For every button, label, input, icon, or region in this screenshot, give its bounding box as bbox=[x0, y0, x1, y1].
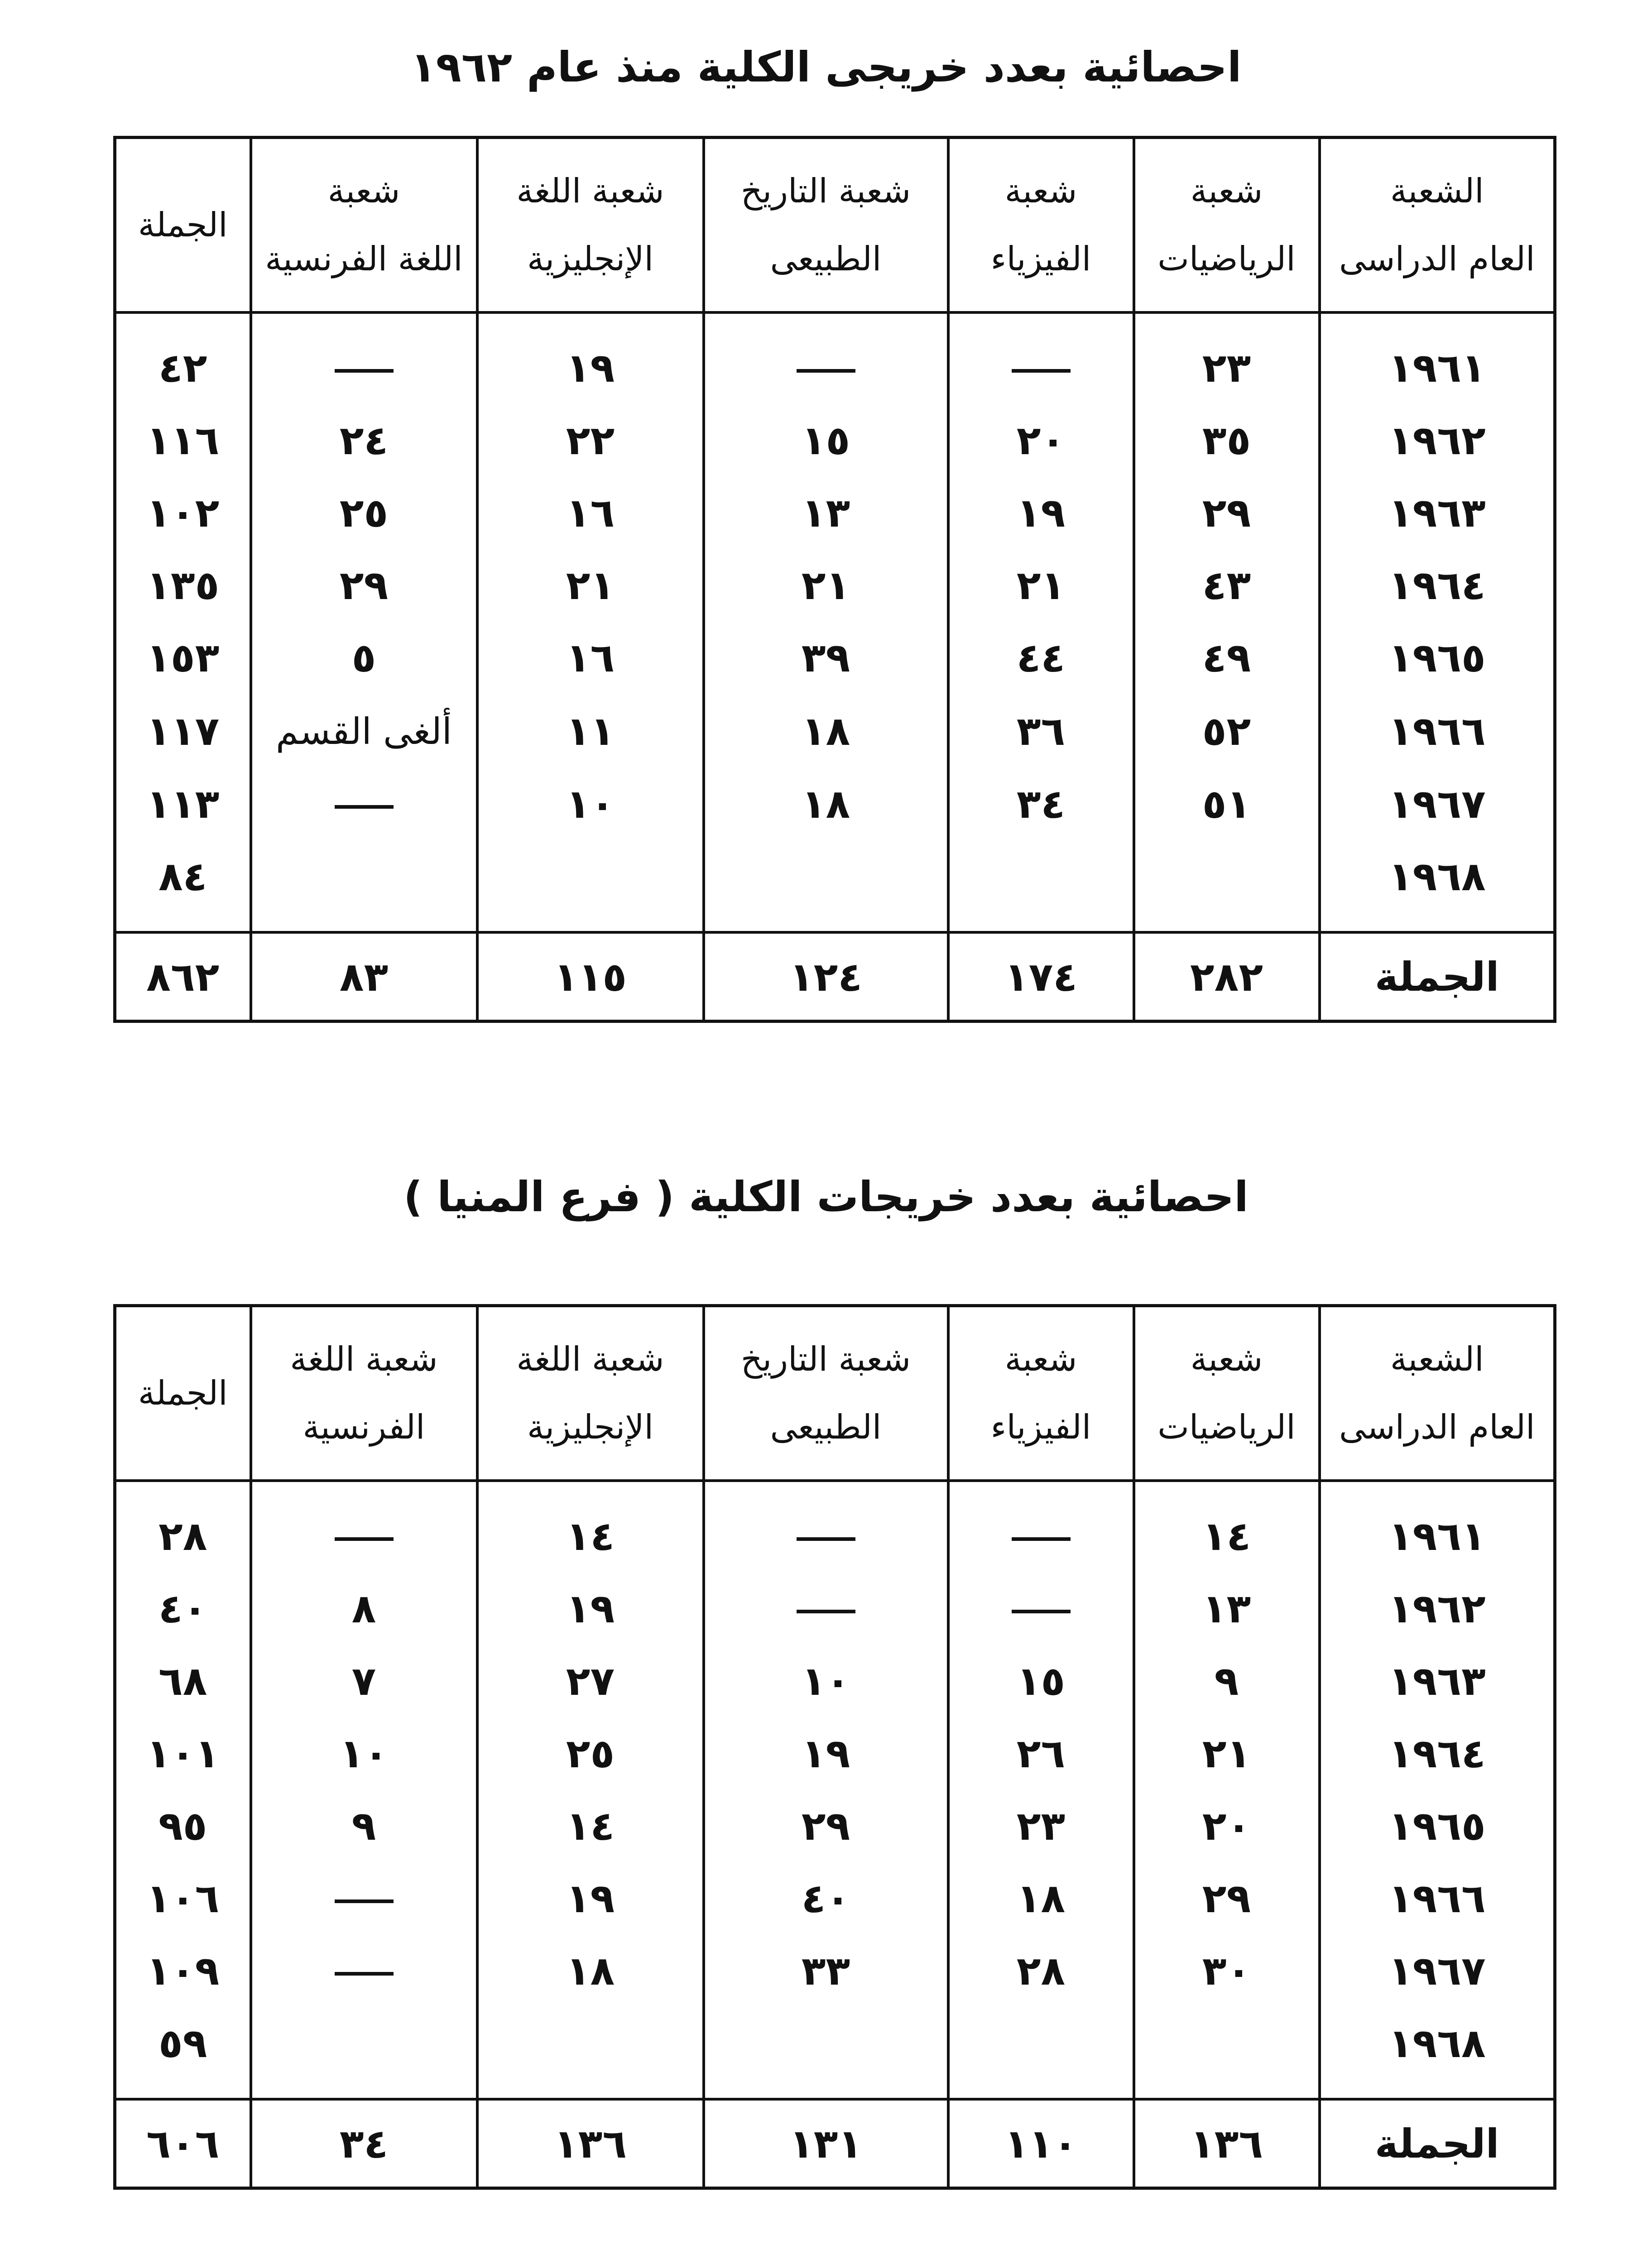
table-row bbox=[115, 1935, 1555, 2007]
table-cell: ٥ bbox=[251, 622, 477, 694]
table-cell: ١٣ bbox=[1134, 1573, 1320, 1645]
column-header bbox=[251, 1306, 477, 1481]
dash-mark bbox=[797, 369, 855, 373]
table-row bbox=[115, 1862, 1555, 1935]
table-cell: ٢٦ bbox=[948, 1717, 1134, 1790]
table-row bbox=[115, 840, 1555, 932]
table-cell bbox=[948, 1481, 1134, 1573]
table-cell: ١٩٦٣ bbox=[1320, 477, 1555, 549]
totals-cell: ٨٣ bbox=[251, 932, 477, 1022]
table-cell bbox=[251, 312, 477, 404]
column-header-line: الجملة bbox=[138, 1374, 228, 1413]
table-row bbox=[115, 1481, 1555, 1573]
table-cell: ٨٤ bbox=[115, 840, 251, 932]
table-cell: ٥١ bbox=[1134, 768, 1320, 840]
table-cell: ١٨ bbox=[948, 1862, 1134, 1935]
column-header-line: اللغة الفرنسية bbox=[265, 240, 463, 278]
column-header-line: الإنجليزية bbox=[527, 240, 654, 278]
table-row bbox=[115, 768, 1555, 840]
table-cell bbox=[948, 840, 1134, 932]
table-cell: ٤٤ bbox=[948, 622, 1134, 694]
column-header bbox=[115, 1306, 251, 1481]
table-cell: ١١٧ bbox=[115, 694, 251, 768]
table-cell: ١٥ bbox=[948, 1645, 1134, 1717]
table-cell: ١٠٦ bbox=[115, 1862, 251, 1935]
table-cell bbox=[477, 840, 704, 932]
table-cell: ١٤ bbox=[1134, 1481, 1320, 1573]
table-cell: ٢١ bbox=[948, 549, 1134, 622]
table-cell: ٢١ bbox=[704, 549, 948, 622]
column-header-line: الرياضيات bbox=[1157, 1408, 1296, 1447]
column-header-line: العام الدراسى bbox=[1339, 1408, 1535, 1447]
dash-mark bbox=[335, 805, 394, 809]
table-cell bbox=[704, 1573, 948, 1645]
table-cell: ١٩ bbox=[704, 1717, 948, 1790]
table-cell: ٢٥ bbox=[477, 1717, 704, 1790]
table-row bbox=[115, 1573, 1555, 1645]
column-header-line: شعبة التاريخ bbox=[740, 172, 911, 211]
table-cell: ٤٠ bbox=[704, 1862, 948, 1935]
column-header-line: الشعبة bbox=[1390, 172, 1484, 211]
table-cell: ١٩٦٧ bbox=[1320, 1935, 1555, 2007]
table-row bbox=[115, 549, 1555, 622]
table-cell: ١٩٦٢ bbox=[1320, 1573, 1555, 1645]
table-row bbox=[115, 404, 1555, 477]
totals-cell: ١٣١ bbox=[704, 2099, 948, 2188]
dash-mark bbox=[1012, 1610, 1071, 1613]
table-cell: ١٩٦٤ bbox=[1320, 549, 1555, 622]
column-header-line: الرياضيات bbox=[1157, 240, 1296, 278]
column-header-line: شعبة اللغة bbox=[516, 1340, 664, 1379]
table-cell: ١٩٦١ bbox=[1320, 312, 1555, 404]
graduates-table-2 bbox=[113, 1304, 1556, 2190]
table-cell bbox=[251, 840, 477, 932]
dash-mark bbox=[797, 1537, 855, 1541]
table-cell: ٨ bbox=[251, 1573, 477, 1645]
table-cell: ١٩٦٤ bbox=[1320, 1717, 1555, 1790]
table-cell: ٦٨ bbox=[115, 1645, 251, 1717]
table-cell: ١٦ bbox=[477, 622, 704, 694]
table-cell: ١١ bbox=[477, 694, 704, 768]
table-cell: ٧ bbox=[251, 1645, 477, 1717]
column-header-line: الطبيعى bbox=[770, 240, 882, 278]
column-header bbox=[115, 138, 251, 313]
graduates-table-1 bbox=[113, 136, 1556, 1023]
column-header-line: الإنجليزية bbox=[527, 1408, 654, 1447]
table-cell: ٤٣ bbox=[1134, 549, 1320, 622]
table-cell bbox=[251, 1862, 477, 1935]
table-cell: ١٩٦٢ bbox=[1320, 404, 1555, 477]
table-cell: ١٠٢ bbox=[115, 477, 251, 549]
dash-mark bbox=[335, 1899, 394, 1903]
column-header bbox=[1134, 1306, 1320, 1481]
table2-title: احصائية بعدد خريجات الكلية ( فرع المنيا ) bbox=[403, 1173, 1249, 1221]
column-header bbox=[251, 138, 477, 313]
column-header-line: شعبة اللغة bbox=[516, 172, 664, 211]
table-cell: ١١٣ bbox=[115, 768, 251, 840]
table-cell: ١٩٦٨ bbox=[1320, 840, 1555, 932]
table-row bbox=[115, 477, 1555, 549]
table-cell: ١٠ bbox=[704, 1645, 948, 1717]
table-cell bbox=[1134, 2007, 1320, 2099]
table-cell: ٣٩ bbox=[704, 622, 948, 694]
table-body bbox=[115, 1481, 1555, 2099]
table-row bbox=[115, 312, 1555, 404]
table-cell: ٢٩ bbox=[1134, 1862, 1320, 1935]
table-row bbox=[115, 1790, 1555, 1862]
table-row bbox=[115, 694, 1555, 768]
column-header bbox=[1134, 138, 1320, 313]
table-cell: ٢٠ bbox=[1134, 1790, 1320, 1862]
column-header-line: شعبة bbox=[1190, 1340, 1263, 1379]
table-cell: ١٠١ bbox=[115, 1717, 251, 1790]
table-cell bbox=[704, 840, 948, 932]
table-cell: ٢٩ bbox=[704, 1790, 948, 1862]
table-cell bbox=[704, 312, 948, 404]
table-cell: ٥٩ bbox=[115, 2007, 251, 2099]
table-body bbox=[115, 312, 1555, 932]
column-header bbox=[1320, 1306, 1555, 1481]
table-cell: ١٠ bbox=[251, 1717, 477, 1790]
table-cell bbox=[251, 2007, 477, 2099]
table-cell: ١٩٦٨ bbox=[1320, 2007, 1555, 2099]
column-header-line: شعبة اللغة bbox=[290, 1340, 438, 1379]
column-header bbox=[1320, 138, 1555, 313]
table-cell: ١٩٦٦ bbox=[1320, 1862, 1555, 1935]
table-cell: ٢٩ bbox=[1134, 477, 1320, 549]
table-cell: ٢٢ bbox=[477, 404, 704, 477]
totals-label: الجملة bbox=[1320, 932, 1555, 1022]
totals-cell: ١٧٤ bbox=[948, 932, 1134, 1022]
table-cell: ١٥٣ bbox=[115, 622, 251, 694]
table-cell: ١١٦ bbox=[115, 404, 251, 477]
table-row bbox=[115, 1645, 1555, 1717]
column-header-line: شعبة bbox=[327, 172, 400, 211]
table-cell: ١٠٩ bbox=[115, 1935, 251, 2007]
table-cell: ٢٨ bbox=[115, 1481, 251, 1573]
dash-mark bbox=[335, 369, 394, 373]
table-cell bbox=[704, 2007, 948, 2099]
table-cell: ٤٠ bbox=[115, 1573, 251, 1645]
totals-cell: ١٢٤ bbox=[704, 932, 948, 1022]
table-cell bbox=[704, 1481, 948, 1573]
table-cell bbox=[477, 2007, 704, 2099]
table-cell: ١٩٦٥ bbox=[1320, 622, 1555, 694]
totals-cell: ٨٦٢ bbox=[115, 932, 251, 1022]
table-cell: ١٨ bbox=[477, 1935, 704, 2007]
table-cell: ٢١ bbox=[1134, 1717, 1320, 1790]
column-header bbox=[948, 1306, 1134, 1481]
table-cell: ١٩٦٥ bbox=[1320, 1790, 1555, 1862]
table-cell: ٩٥ bbox=[115, 1790, 251, 1862]
table-cell: ١٠ bbox=[477, 768, 704, 840]
column-header-line: العام الدراسى bbox=[1339, 240, 1535, 278]
table-cell: ٢٩ bbox=[251, 549, 477, 622]
column-header bbox=[704, 138, 948, 313]
cell-note: ألغى القسم bbox=[276, 710, 452, 753]
table-cell bbox=[948, 1573, 1134, 1645]
table-cell: ١٣ bbox=[704, 477, 948, 549]
table-cell: ١٩٦٦ bbox=[1320, 694, 1555, 768]
table-cell: ١٨ bbox=[704, 768, 948, 840]
table-cell: ٥٢ bbox=[1134, 694, 1320, 768]
table-cell: ٣٤ bbox=[948, 768, 1134, 840]
table-cell: ٣٥ bbox=[1134, 404, 1320, 477]
table-cell: ١٩ bbox=[477, 1862, 704, 1935]
table-cell: ٢٠ bbox=[948, 404, 1134, 477]
totals-cell: ١١٠ bbox=[948, 2099, 1134, 2188]
column-header-line: الجملة bbox=[138, 206, 228, 245]
dash-mark bbox=[797, 1610, 855, 1613]
table-header-row bbox=[115, 1306, 1555, 1481]
totals-cell: ٦٠٦ bbox=[115, 2099, 251, 2188]
table-totals-row bbox=[115, 2099, 1555, 2188]
totals-cell: ١٣٦ bbox=[1134, 2099, 1320, 2188]
totals-cell: ١٣٦ bbox=[477, 2099, 704, 2188]
table-cell: ١٩٦١ bbox=[1320, 1481, 1555, 1573]
table-cell: ١٨ bbox=[704, 694, 948, 768]
table-cell: ٣٣ bbox=[704, 1935, 948, 2007]
table-cell: ٤٢ bbox=[115, 312, 251, 404]
totals-cell: ٢٨٢ bbox=[1134, 932, 1320, 1022]
table2-container bbox=[113, 1304, 1553, 2190]
column-header-line: شعبة bbox=[1190, 172, 1263, 211]
table-cell: ٢١ bbox=[477, 549, 704, 622]
column-header bbox=[477, 1306, 704, 1481]
table-row bbox=[115, 622, 1555, 694]
dash-mark bbox=[1012, 1537, 1071, 1541]
column-header bbox=[704, 1306, 948, 1481]
column-header-line: الطبيعى bbox=[770, 1408, 882, 1447]
table-cell bbox=[1134, 840, 1320, 932]
dash-mark bbox=[335, 1537, 394, 1541]
table-cell bbox=[948, 312, 1134, 404]
totals-label: الجملة bbox=[1320, 2099, 1555, 2188]
table-row bbox=[115, 1717, 1555, 1790]
table-cell: ٢٨ bbox=[948, 1935, 1134, 2007]
column-header-line: شعبة bbox=[1004, 172, 1077, 211]
column-header-line: شعبة التاريخ bbox=[740, 1340, 911, 1379]
table-cell: ٩ bbox=[1134, 1645, 1320, 1717]
table-cell: ١٩٦٧ bbox=[1320, 768, 1555, 840]
table-cell bbox=[948, 2007, 1134, 2099]
table-cell bbox=[251, 694, 477, 768]
table-cell: ١٩ bbox=[477, 1573, 704, 1645]
column-header-line: شعبة bbox=[1004, 1340, 1077, 1379]
table-cell bbox=[251, 1481, 477, 1573]
table-cell: ١٣٥ bbox=[115, 549, 251, 622]
table-cell: ١٤ bbox=[477, 1481, 704, 1573]
table-cell: ١٩٦٣ bbox=[1320, 1645, 1555, 1717]
table-cell: ١٩ bbox=[477, 312, 704, 404]
table-cell: ٣٠ bbox=[1134, 1935, 1320, 2007]
column-header-line: الفرنسية bbox=[303, 1408, 425, 1447]
table-cell: ١٦ bbox=[477, 477, 704, 549]
totals-cell: ٣٤ bbox=[251, 2099, 477, 2188]
table-cell: ٢٧ bbox=[477, 1645, 704, 1717]
column-header-line: الفيزياء bbox=[990, 1408, 1091, 1447]
table-totals-row bbox=[115, 932, 1555, 1022]
table-row bbox=[115, 2007, 1555, 2099]
column-header-line: الفيزياء bbox=[990, 240, 1091, 278]
table-cell: ٢٣ bbox=[948, 1790, 1134, 1862]
dash-mark bbox=[1012, 369, 1071, 373]
table1-container bbox=[113, 136, 1553, 1023]
table-cell: ٢٤ bbox=[251, 404, 477, 477]
table-cell bbox=[251, 768, 477, 840]
table-cell: ١٥ bbox=[704, 404, 948, 477]
table1-title: احصائية بعدد خريجى الكلية منذ عام ١٩٦٢ bbox=[410, 43, 1242, 91]
table-cell: ١٤ bbox=[477, 1790, 704, 1862]
column-header-line: الشعبة bbox=[1390, 1340, 1484, 1379]
column-header bbox=[477, 138, 704, 313]
table-header-row bbox=[115, 138, 1555, 313]
dash-mark bbox=[335, 1972, 394, 1976]
table-cell: ٢٥ bbox=[251, 477, 477, 549]
table-cell: ٣٦ bbox=[948, 694, 1134, 768]
totals-cell: ١١٥ bbox=[477, 932, 704, 1022]
table-cell: ٢٣ bbox=[1134, 312, 1320, 404]
table-cell: ٩ bbox=[251, 1790, 477, 1862]
table-cell bbox=[251, 1935, 477, 2007]
column-header bbox=[948, 138, 1134, 313]
table-cell: ١٩ bbox=[948, 477, 1134, 549]
table-cell: ٤٩ bbox=[1134, 622, 1320, 694]
